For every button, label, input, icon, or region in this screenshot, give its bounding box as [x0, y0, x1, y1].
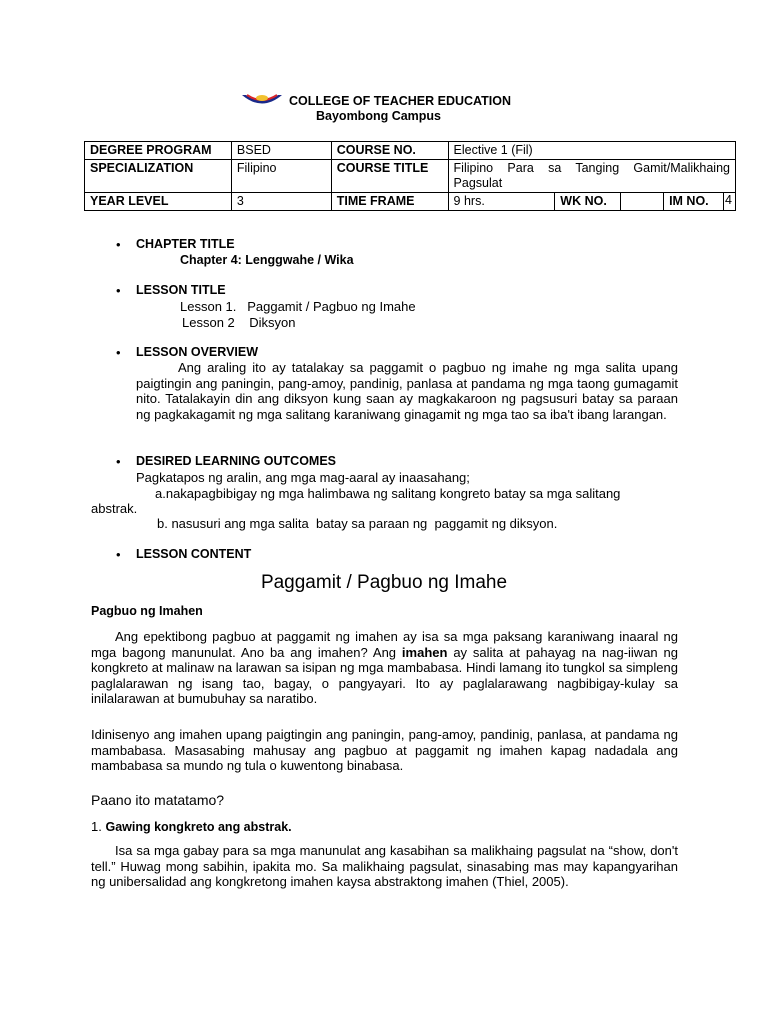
paragraph-2: Idinisenyo ang imahen upang paigtingin ang paningin, pang-amoy, pandinig, panlasa, at pandama ng mambabasa. Masasabing mahusay ang pagbuo at paggamit ng imahen kapag nadadala ang mambabasa sa mundo ng tula o kuwentong binabasa.	[91, 727, 678, 773]
specialization-value: Filipino	[231, 160, 331, 193]
college-logo	[240, 92, 284, 108]
campus-name: Bayombong Campus	[316, 109, 442, 123]
lesson-1: Lesson 1. Paggamit / Pagbuo ng Imahe	[180, 299, 416, 314]
specialization-label: SPECIALIZATION	[85, 160, 232, 193]
subheading: Pagbuo ng Imahen	[91, 604, 203, 618]
bullet: •	[116, 454, 121, 469]
lesson-overview-label: LESSON OVERVIEW	[136, 345, 259, 359]
outcome-a-continued: abstrak.	[91, 501, 138, 516]
question: Paano ito matatamo?	[91, 792, 225, 808]
table-row	[85, 142, 736, 160]
im-no-value: 4	[723, 193, 735, 211]
paragraph-1-end: ay salita at pahayag na nag-iiwan ng kongkreto at malinaw na larawan sa isipan ng mga mambabasa. Hindi lamang ito tungkol sa simpleng paglalarawan ng isang tao, bagay, o pangyayari. Ito ay paglalarawang nagbibigay-kulay sa inilalarawan at bumubuhay sa naratibo.	[91, 644, 678, 706]
time-frame-value: 9 hrs.	[448, 193, 555, 211]
time-frame-label: TIME FRAME	[331, 193, 448, 211]
item-1-title: Gawing kongkreto ang abstrak.	[105, 820, 292, 834]
table-row	[85, 160, 736, 193]
degree-program-label: DEGREE PROGRAM	[85, 142, 232, 160]
degree-program-value: BSED	[231, 142, 331, 160]
bullet: •	[116, 237, 121, 252]
lesson-title-label: LESSON TITLE	[136, 283, 226, 297]
item-1-number: 1.	[91, 819, 102, 834]
outcome-a: a.nakapagbibigay ng mga halimbawa ng salitang kongreto batay sa mga salitang	[155, 486, 621, 501]
paragraph-3: Isa sa mga gabay para sa mga manunulat ang kasabihan sa malikhaing pagsulat na “show, don't tell.” Huwag mong sabihin, ipakita mo. Sa malikhaing pagsulat, sinasabing mas may kapangyarihan ng unibersalidad ang kongkretong imahen kaysa abstraktong imahen (Thiel, 2005).	[91, 843, 678, 889]
bullet: •	[116, 547, 121, 562]
paragraph-1-start: Ang epektibong pagbuo at paggamit ng imahen ay isa sa mga paksang karaniwang inaaral ng mga bagong manunulat. Ano ba ang imahen? Ang	[91, 629, 678, 660]
bullet: •	[116, 283, 121, 298]
lesson-overview-text: Ang araling ito ay tatalakay sa paggamit o pagbuo ng imahe ng mga salita upang paigtingin ang paningin, pang-amoy, pandinig, panlasa at pandama ng mga taong gumagamit nito. Tatalakayin din ang diksyon kung saan ay magkakaroon ng pagsusuri batay sa paraan ng pagkakagamit ng mga salitang karaniwang ginagamit ng mga tao sa iba't ibang larangan.	[136, 360, 678, 422]
course-title-label: COURSE TITLE	[331, 160, 448, 193]
college-name: COLLEGE OF TEACHER EDUCATION	[289, 94, 511, 108]
week-no-label: WK NO.	[555, 193, 621, 211]
chapter-title-label: CHAPTER TITLE	[136, 237, 235, 251]
lesson-2: Lesson 2 Diksyon	[182, 315, 296, 330]
course-info-table	[84, 141, 736, 211]
outcome-b: b. nasusuri ang mga salita batay sa paraan ng paggamit ng diksyon.	[157, 516, 558, 531]
outcomes-intro: Pagkatapos ng aralin, ang mga mag-aaral ay inaasahang;	[136, 470, 470, 485]
learning-outcomes-label: DESIRED LEARNING OUTCOMES	[136, 454, 337, 468]
course-title-value: Filipino Para sa Tanging Gamit/Malikhaing Pagsulat	[448, 160, 735, 193]
course-no-value: Elective 1 (Fil)	[448, 142, 735, 160]
year-level-label: YEAR LEVEL	[85, 193, 232, 211]
table-row	[85, 193, 736, 211]
im-no-label: IM NO.	[664, 193, 724, 211]
bullet: •	[116, 345, 121, 360]
main-title: Paggamit / Pagbuo ng Imahe	[260, 572, 508, 593]
chapter-title: Chapter 4: Lenggwahe / Wika	[180, 253, 354, 267]
item-1	[91, 819, 292, 834]
week-no-value	[621, 193, 664, 211]
lesson-content-label: LESSON CONTENT	[136, 547, 252, 561]
year-level-value: 3	[231, 193, 331, 211]
imahen-bold: imahen	[401, 644, 448, 660]
paragraph-1	[91, 629, 678, 707]
course-no-label: COURSE NO.	[331, 142, 448, 160]
